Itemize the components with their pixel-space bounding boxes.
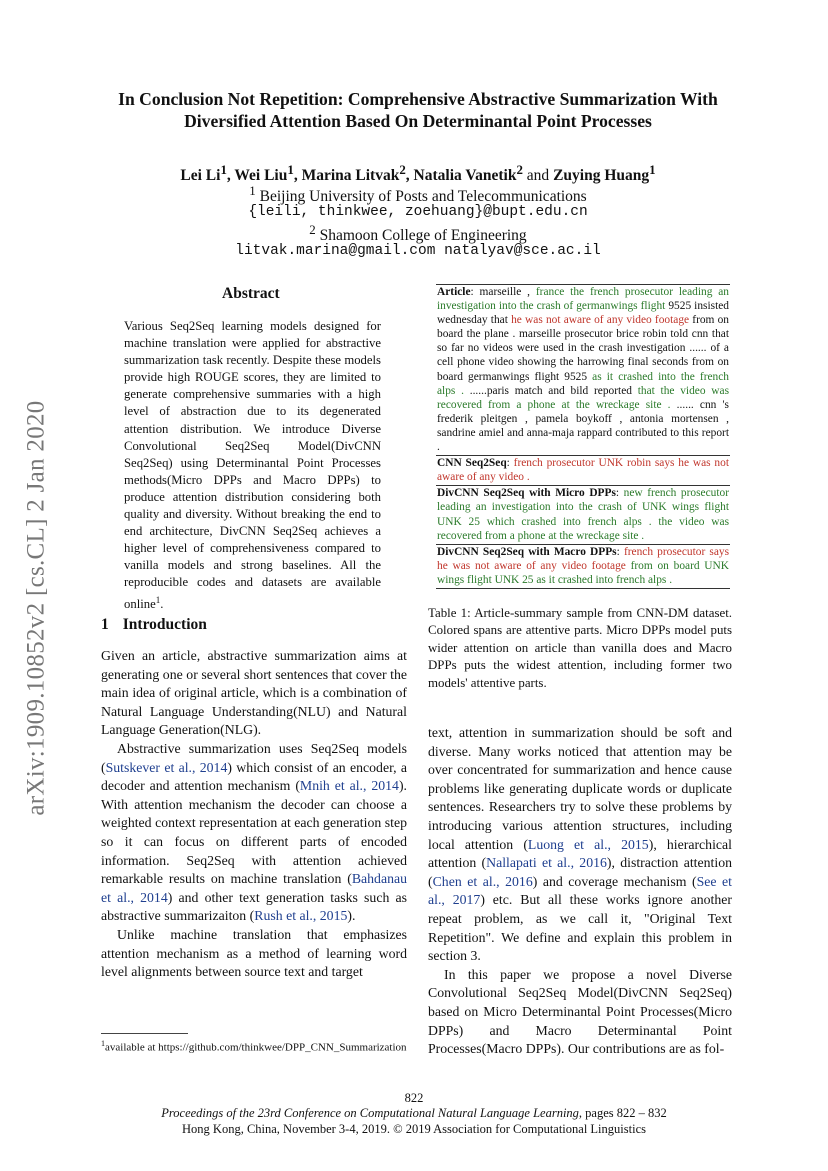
text-run: Unlike machine translation that emphasizes attention mechanism as a method of learning word level alignments between source text and target: [101, 926, 407, 980]
text-run: Abstractive summarization uses Seq2Seq models (: [101, 740, 407, 775]
row-label: DivCNN Seq2Seq with Macro DPPs: [437, 545, 617, 558]
text-run: :: [506, 457, 514, 470]
citation-link[interactable]: Rush et al., 2015: [254, 908, 348, 924]
text-run: ) and other text generation tasks such as abstractive summarizaiton (: [101, 889, 407, 924]
citation-link[interactable]: Luong et al., 2015: [527, 836, 649, 852]
author-affiliation-mark: 2: [516, 162, 523, 177]
paragraph: [428, 966, 732, 1059]
table-row: [436, 284, 730, 455]
text-run: 9525 insisted wednesday that: [437, 300, 729, 327]
text-run: ......paris match and bild reported: [463, 384, 638, 397]
footnote-rule: [101, 1033, 188, 1034]
abstract-heading: Abstract: [222, 285, 280, 302]
text-run: : marseille ,: [470, 286, 536, 298]
text-run: ). With attention mechanism the decoder can choose a weighted context representation at each generation step so it can focus on different parts of encoded information. Seq2Seq with attention achieved remarkable results on machine translation (: [101, 778, 407, 887]
text-run: text, attention in summarization should be soft and diverse. Many works noticed that attention may be over concentrated for summarization and hence cause problems like generating duplicate words or duplicate sentences. Researchers try to solve these problems by introducing various attention structures, including local attention (: [428, 725, 732, 852]
text-run: ) and coverage mechanism (: [532, 873, 697, 889]
text-run: ) which consist of an encoder, a decoder and attention mechanism (: [101, 759, 407, 794]
attentive-span: as it crashed into the french alps .: [437, 370, 729, 397]
text-run: :: [616, 545, 624, 558]
author-list: Lei Li$^1$, Wei Liu$^1$, Marina Litvak$^2$, Natalia Vanetik$^2$ and Zuying Huang$^1$: [180, 162, 656, 185]
page-number: 822: [404, 1091, 424, 1105]
text-run: ), distraction attention (: [428, 855, 732, 889]
example-table: [436, 284, 730, 589]
author-name: Lei Li: [180, 167, 221, 185]
author-affiliation-mark: 1: [287, 162, 294, 177]
citation-link[interactable]: Nallapati et al., 2016: [486, 855, 607, 871]
author-name: Zuying Huang: [553, 167, 650, 185]
table-row: [436, 455, 730, 485]
footnote-mark[interactable]: 1: [155, 594, 161, 605]
attentive-span: french prosecutor UNK robin says he was not aware of any video .: [437, 457, 729, 484]
row-label: Article: [437, 286, 471, 298]
row-label: CNN Seq2Seq: [437, 457, 507, 470]
affiliation-2: $^2$ Shamoon College of Engineering: [309, 222, 527, 245]
paper-title: In Conclusion Not Repetition: Comprehensive Abstractive Summarization With Diversified Attention Based On Determinantal Point Processes: [118, 89, 718, 131]
citation-link[interactable]: Bahdanau et al., 2014: [101, 871, 407, 905]
citation-link[interactable]: Sutskever et al., 2014: [105, 759, 228, 775]
arxiv-stamp: arXiv:1909.10852v2 [cs.CL] 2 Jan 2020: [23, 400, 50, 816]
abstract-text: Various Seq2Seq learning models designed for machine translation were applied for abstractive summarization task recently. Despite these models provide high ROUGE scores, they are limited to generate comprehensive summaries with a high level of abstraction due to its degenerated attention distribution. We introduce Diverse Convolutional Seq2Seq Model(DivCNN Seq2Seq) using Determinantal Point Processes methods(Micro DPPs and Macro DPPs) to produce attention distribution considering both quality and diversity. Without breaking the end to end architecture, DivCNN Seq2Seq achieves a higher level of comprehensiveness compared to vanilla models and strong baselines. All the reproducible codes and datasets are available online$^1$.: [124, 319, 381, 611]
author-name: Marina Litvak: [301, 167, 400, 185]
paragraph: [101, 926, 407, 982]
email-2[interactable]: litvak.marina@gmail.com natalyav@sce.ac.il: [235, 243, 601, 259]
paragraph: [428, 724, 732, 966]
text-run: ), hierarchical attention (: [428, 836, 732, 871]
text-run: ) etc. But all these works ignore another repeat problem, as we call it, "Original Text Repetition". We define and explain this problem in section 3.: [428, 892, 732, 964]
proceedings-footer: Proceedings of the 23rd Conference on Computational Natural Language Learning, pages 822 – 832 Hong Kong, China, November 3-4, 2019. © 2019 Association for Computational Linguistics: [161, 1106, 667, 1136]
text-run: ).: [347, 908, 356, 924]
table-row: [436, 544, 730, 589]
author-and: and: [526, 167, 550, 185]
text-run: from on board the plane . marseille prosecutor brice robin told cnn that so far no videos were used in the crash investigation ...... of a cell phone video showing the harrowing final seconds from on board germanwings flight 9525: [437, 314, 730, 383]
author-affiliation-mark: 1: [649, 162, 656, 177]
paragraph: [101, 647, 407, 740]
row-label: DivCNN Seq2Seq with Micro DPPs: [437, 487, 616, 500]
attentive-span: from on board UNK wings flight UNK 25 as it crashed into french alps .: [437, 559, 729, 586]
email-1[interactable]: {leili, thinkwee, zoehuang}@bupt.edu.cn: [248, 204, 588, 220]
table-caption: Table 1: Article-summary sample from CNN-DM dataset. Colored spans are attentive parts. Micro DPPs model puts wider attention on article than vanilla does and Macro DPPs puts the widest attention, including former two models' attentive parts.: [428, 606, 732, 690]
attentive-span: he was not aware of any video footage: [511, 314, 690, 327]
text-run: In this paper we propose a novel Diverse Convolutional Seq2Seq Model(DivCNN Seq2Seq) based on Micro Determinantal Point Processes(Micro DPPs) and Macro Determinantal Point Processes(Macro DPPs). Our contributions are as fol-: [428, 966, 732, 1057]
author-name: Wei Liu: [234, 167, 288, 185]
section-heading: 1 Introduction: [101, 616, 207, 633]
left-column-body: [101, 647, 407, 982]
citation-link[interactable]: Chen et al., 2016: [432, 873, 533, 889]
author-name: Natalia Vanetik: [413, 167, 517, 185]
citation-link[interactable]: Mnih et al., 2014: [299, 778, 399, 794]
author-affiliation-mark: 1: [220, 162, 227, 177]
paragraph: [101, 740, 407, 926]
citation-link[interactable]: See et al., 2017: [428, 873, 733, 908]
affiliation-1: $^1$ Beijing University of Posts and Telecommunications: [249, 183, 587, 206]
attentive-span: that the video was recovered from a phone at the wreckage site .: [437, 384, 730, 411]
text-run: ...... cnn 's frederik pleitgen , pamela boykoff , antonia mortensen , sandrine amiel and anna-maja rappard contributed to this report .: [437, 398, 729, 454]
attentive-span: new french prosecutor leading an investigation into the crash of UNK wings flight UNK 25 which crashed into french alps . the video was recovered from a phone at the wreckage site .: [437, 487, 730, 542]
right-column-body: [428, 724, 732, 1059]
table-row: [436, 485, 730, 543]
footnote: $^1$available at https://github.com/thinkwee/DPP_CNN_Summarization: [101, 1039, 407, 1054]
text-run: Given an article, abstractive summarization aims at generating one or several short sentences that cover the main idea of original article, which is a combination of Natural Language Understanding(NLU) and Natural Language Generation(NLG).: [101, 648, 407, 738]
attentive-span: french prosecutor says he was not aware of any video footage: [437, 545, 729, 572]
author-affiliation-mark: 2: [399, 162, 406, 177]
text-run: :: [615, 487, 624, 500]
attentive-span: france the french prosecutor leading an investigation into the crash of germanwings flight: [437, 286, 729, 313]
